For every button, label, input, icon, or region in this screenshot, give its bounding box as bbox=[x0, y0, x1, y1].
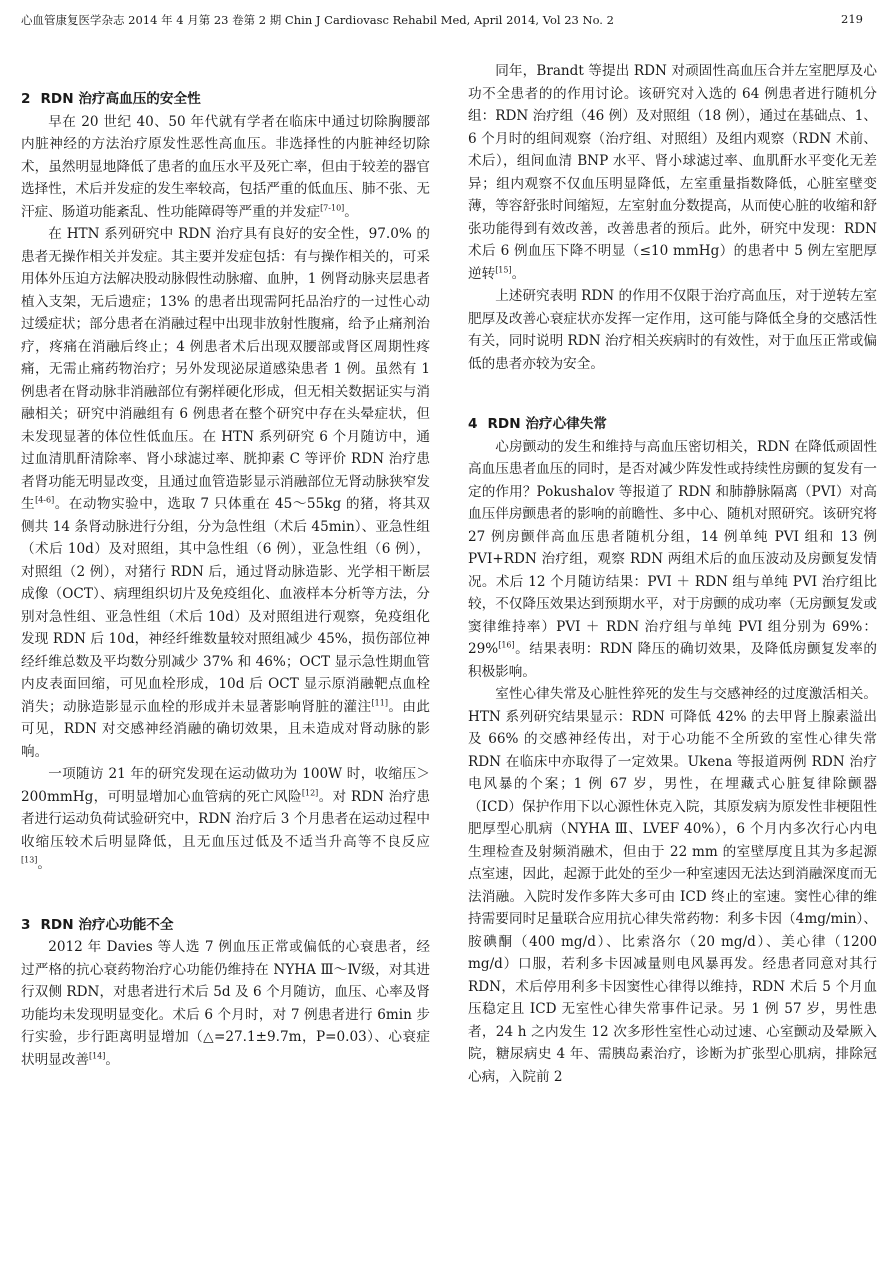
section-title: RDN 治疗高血压的安全性 bbox=[40, 91, 201, 107]
text: 心房颤动的发生和维持与高血压密切相关，RDN 在降低顽固性高血压患者血压的同时，是否对减少阵发性或持续性房颤的复发有一定的作用？Pokushalov 等报道了 RDN 和肺静脉隔离（PVI）对高血压伴房颤患者的影响的前瞻性、多中心、随机对照研究。该研究将 27 例房颤伴高血压患者随机分组，14 例单纯 PVI 组和 13 例 PVI+RDN 治疗组，观察 RDN 两组术后的血压波动及房颤复发情况。术后 12 个月随访结果：PVI ＋ RDN 组与单纯 PVI 治疗组比较，不仅降压效果达到预期水平，对于房颤的成功率（无房颤复发或窦律维持率）PVI ＋ RDN 治疗组与单纯 PVI 组分别为 69%：29% bbox=[468, 438, 877, 657]
journal-citation: 心血管康复医学杂志 2014 年 4 月第 23 卷第 2 期 Chin J Cardiovasc Rehabil Med, April 2014, Vol 23 No. 2 bbox=[21, 13, 614, 27]
text: 。由此可见，RDN 对交感神经消融的确切效果，且未造成对肾动脉的影响。 bbox=[21, 698, 430, 760]
text: 。 bbox=[105, 1051, 119, 1068]
section-title: RDN 治疗心功能不全 bbox=[40, 916, 174, 933]
citation-ref: [12] bbox=[301, 787, 319, 797]
paragraph bbox=[21, 223, 430, 763]
right-column bbox=[468, 60, 877, 1088]
citation-ref: [15] bbox=[495, 264, 512, 274]
section-number: 4 bbox=[468, 416, 478, 432]
section-2-heading bbox=[21, 88, 430, 111]
text: 。在动物实验中，选取 7 只体重在 45～55kg 的猪，将其双侧共 14 条肾动脉进行分组，分为急性组（术后 45min）、亚急性组（术后 10d）及对照组，其中急性组（6 例），亚急性组（6 例），对照组（2 例），对猪行 RDN 后，通过肾动脉造影、光学相干断层成像（OCT）、病理组织切片及免疫组化、血液样本分析等方法，分别对急性组、亚急性组（术后 10d）及对照组进行观察，免疫组化发现 RDN 后 10d，神经纤维数量较对照组减少 45%，损伤部位神经纤维总数及平均数分别减少 37% 和 46%；OCT 显示急性期血管内皮表面回缩，可见血栓形成，10d 后 OCT 显示原消融靶点血栓消失；动脉造影显示血栓的形成并未显著影响肾脏的灌注 bbox=[21, 496, 431, 715]
page-number: 219 bbox=[841, 12, 863, 26]
citation-ref: [4-6] bbox=[35, 495, 55, 505]
section-number: 2 bbox=[21, 91, 31, 107]
paragraph bbox=[468, 436, 877, 684]
section-title: RDN 治疗心律失常 bbox=[487, 416, 607, 432]
paragraph bbox=[21, 936, 430, 1071]
text: 2012 年 Davies 等人选 7 例血压正常或偏低的心衰患者，经过严格的抗心衰药物治疗心功能仍维持在 NYHA Ⅲ～Ⅳ级，对其进行双侧 RDN，对患者进行术后 5d 及 6 个月随访，血压、心率及肾功能均未发现明显变化。术后 6 个月时，对 7 例患者进行 6min 步行实验，步行距离明显增加（△=27.1±9.7m，P=0.03）、心衰症状明显改善 bbox=[21, 939, 430, 1068]
paragraph bbox=[468, 285, 877, 375]
text: 。 bbox=[511, 265, 526, 282]
left-column bbox=[21, 88, 430, 1071]
citation-ref: [14] bbox=[88, 1050, 106, 1060]
text: 。对 RDN 治疗患者进行运动负荷试验研究中，RDN 治疗后 3 个月患者在运动过程中收缩压较术后明显降低，且无血压过低及不适当升高等不良反应 bbox=[21, 788, 430, 850]
section-3-heading bbox=[21, 914, 430, 937]
citation-ref: [7-10] bbox=[320, 202, 345, 212]
paragraph bbox=[468, 683, 877, 1088]
text: 上述研究表明 RDN 的作用不仅限于治疗高血压，对于逆转左室肥厚及改善心衰症状亦发挥一定作用，这可能与降低全身的交感活性有关，同时说明 RDN 治疗相关疾病时的有效性，对于血压正常或偏低的患者亦较为安全。 bbox=[468, 288, 877, 372]
section-number: 3 bbox=[21, 916, 31, 933]
section-4-heading bbox=[468, 413, 877, 436]
text: 同年，Brandt 等提出 RDN 对顽固性高血压合并左室肥厚及心功不全患者的的作用讨论。该研究对入选的 64 例患者进行随机分组：RDN 治疗组（46 例）及对照组（18 例），通过在基础点、1、6 个月时的组间观察（治疗组、对照组）及组内观察（RDN 术前、术后），组间血清 BNP 水平、肾小球滤过率、血肌酐水平变化无差异；组内观察不仅血压明显降低，左室重量指数降低，心脏室壁变薄，等容舒张时间缩短，左室射血分数提高，从而使心脏的收缩和舒张功能得到有效改善，改善患者的预后。此外，研究中发现：RDN 术后 6 例血压下降不明显（≤10 mmHg）的患者中 5 例左室肥厚逆转 bbox=[468, 63, 877, 282]
paragraph bbox=[21, 763, 430, 876]
text: 在 HTN 系列研究中 RDN 治疗具有良好的安全性，97.0% 的患者无操作相关并发症。其主要并发症包括：有与操作相关的，可采用体外压迫方法解决股动脉假性动脉瘤、血肿，1 例肾动脉夹层患者植入支架，无后遗症；13% 的患者出现需阿托品治疗的一过性心动过缓症状；部分患者在消融过程中出现非放射性腹痛，给予止痛剂治疗，疼痛在消融后终止；4 例患者术后出现双腰部或肾区周期性疼痛，无需止痛药物治疗；另外发现泌尿道感染患者 1 例。虽然有 1 例患者在肾动脉非消融部位有粥样硬化形成，但无相关数据证实与消融相关；研究中消融组有 6 例患者在整个研究中存在头晕症状，但未发现显著的体位性低血压。在 HTN 系列研究 6 个月随访中，通过血清肌酐清除率、肾小球滤过率、胱抑素 C 等评价 RDN 治疗患者肾功能无明显改变，且通过血管造影显示消融部位无肾动脉狭窄发生 bbox=[21, 226, 430, 512]
paragraph bbox=[468, 60, 877, 285]
text: 。 bbox=[37, 856, 52, 872]
text: 一项随访 21 年的研究发现在运动做功为 100W 时，收缩压＞200mmHg，可明显增加心血管病的死亡风险 bbox=[21, 766, 430, 805]
text: 早在 20 世纪 40、50 年代就有学者在临床中通过切除胸腰部内脏神经的方法治疗原发性恶性高血压。非选择性的内脏神经切除术，虽然明显地降低了患者的血压水平及死亡率，但由于较差的器官选择性，术后并发症的发生率较高，包括严重的低血压、肺不张、无汗症、肠道功能紊乱、性功能障碍等严重的并发症 bbox=[21, 113, 430, 220]
running-head bbox=[21, 12, 877, 28]
citation-ref: [16] bbox=[498, 640, 515, 650]
text: 。 bbox=[344, 203, 358, 220]
citation-ref: [11] bbox=[371, 697, 388, 707]
paragraph bbox=[21, 111, 430, 224]
text: 。结果表明：RDN 降压的确切效果，及降低房颤复发率的积极影响。 bbox=[468, 641, 877, 680]
text: 室性心律失常及心脏性猝死的发生与交感神经的过度激活相关。HTN 系列研究结果显示：RDN 可降低 42% 的去甲肾上腺素溢出及 66% 的交感神经传出，对于心功能不全所致的室性心律失常 RDN 在临床中亦取得了一定效果。Ukena 等报道两例 RDN 治疗电风暴的个案；1 例 67 岁，男性，在埋藏式心脏复律除颤器（ICD）保护作用下以心源性休克入院，其原发病为原发性非梗阻性肥厚型心肌病（NYHA Ⅲ、LVEF 40%），6 个月内多次行心内电生理检查及射频消融术，但由于 22 mm 的室壁厚度且其为多起源点室速，因此，起源于此处的至少一种室速因无法达到消融深度而无法消融。入院时发作多阵大多可由 ICD 终止的室速。窦性心律的维持需要同时足量联合应用抗心律失常药物：利多卡因（4mg/min）、胺碘酮（400 mg/d）、比索洛尔（20 mg/d）、美心律（1200 mg/d）口服，若利多卡因减量则电风暴再发。经患者同意对其行 RDN，术后停用利多卡因窦性心律得以维持，RDN 术后 5 个月血压稳定且 ICD 无室性心律失常事件记录。另 1 例 57 岁，男性患者，24 h 之内发生 12 次多形性室性心动过速、心室颤动及晕厥入院，糖尿病史 4 年、需胰岛素治疗，诊断为扩张型心肌病，排除冠心病，入院前 2 bbox=[468, 686, 877, 1085]
citation-ref: [13] bbox=[21, 855, 38, 865]
